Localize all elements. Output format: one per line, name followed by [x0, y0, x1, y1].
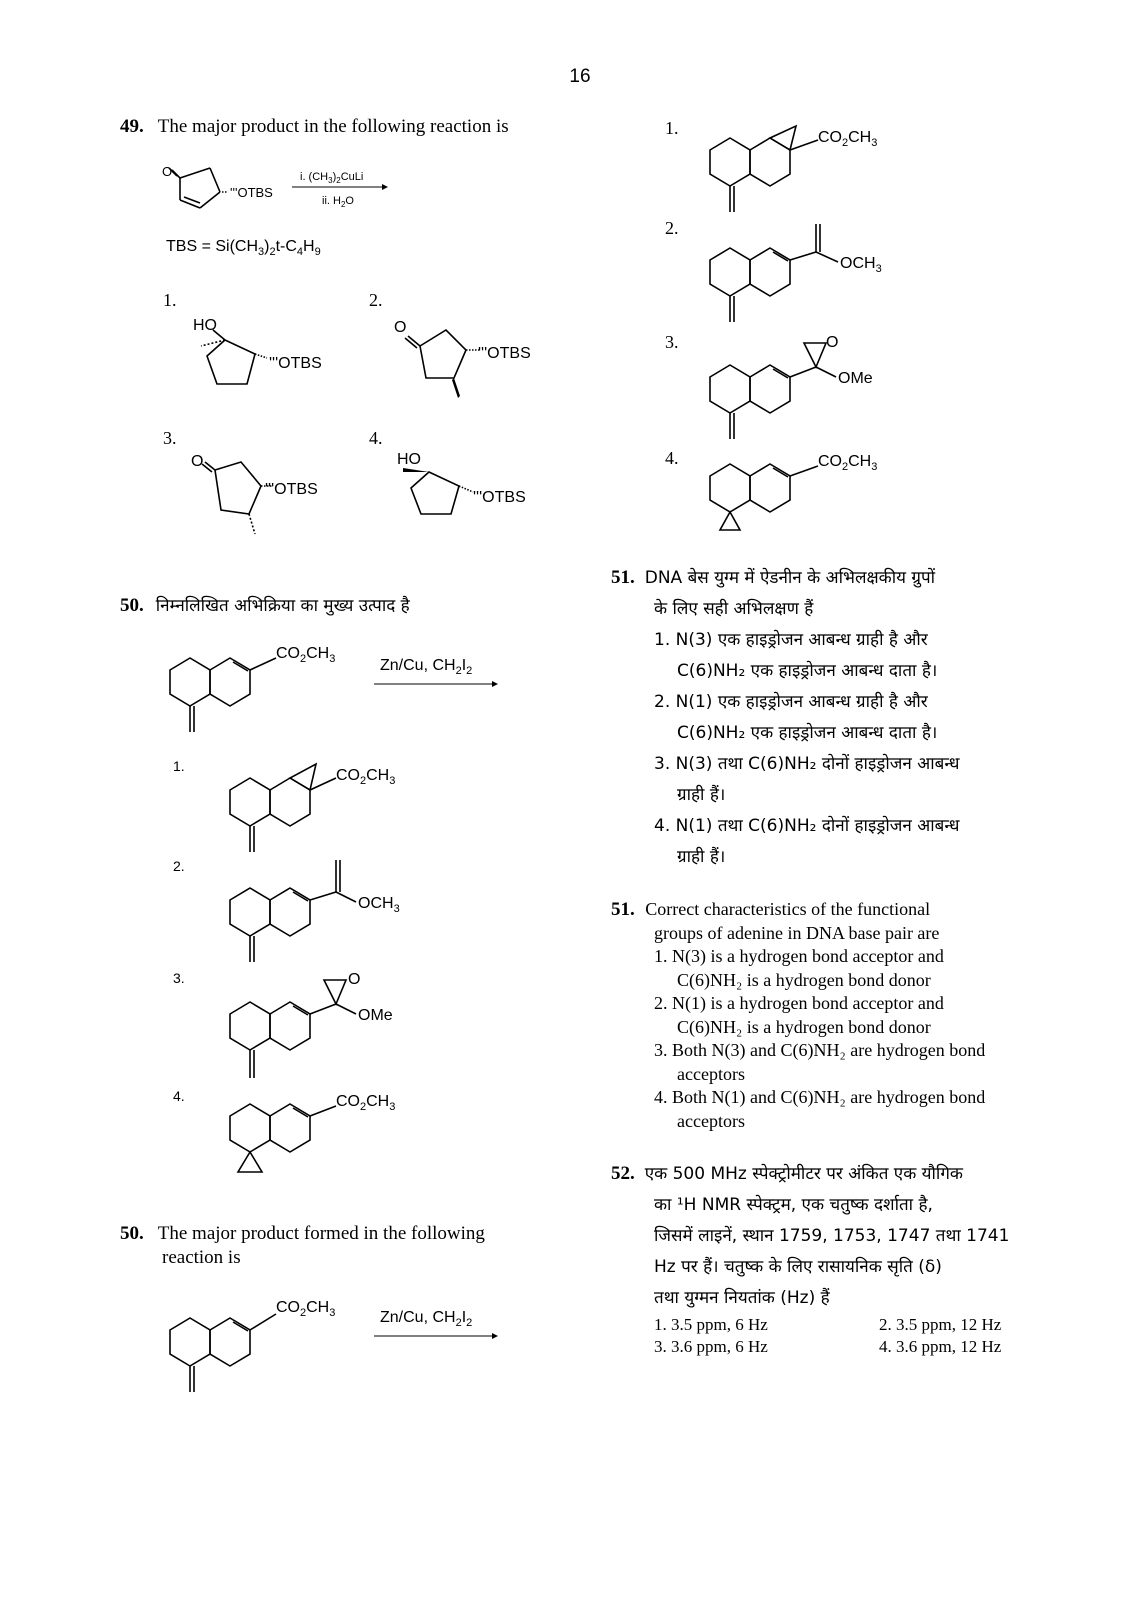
right-opt2-structure [700, 212, 910, 327]
svg-text:OCH3: $OCH_3$ [358, 895, 400, 915]
q49-opt1-label: 1. [163, 290, 177, 310]
q51-en-opt1-a: 1. N(3) is a hydrogen bond acceptor and [654, 946, 944, 966]
question-52-hindi: 52. एक 500 MHz स्पेक्ट्रोमीटर पर अंकित एक यौगिक का ¹H NMR स्पेक्ट्रम, एक चतुष्क दर्शाता है, जिसमें लाइनें, स्थान 1759, 1753, 1747 तथा 1741 Hz पर हैं। चतुष्क के लिए रासायनिक सृति (δ) तथा युग्मन नियतांक (Hz) हैं 1. 3.5 ppm, 6 Hz 2. 3.5 ppm, 12 Hz 3. 3.6 ppm, 6 Hz 4. 3.6 ppm, 12 Hz [611, 1158, 1051, 1358]
q52-opt1: 1. 3.5 ppm, 6 Hz [654, 1315, 768, 1334]
svg-text:O: O [191, 453, 204, 470]
q50-hi-opt4-structure [220, 1080, 430, 1180]
q52-opt3: 3. 3.6 ppm, 6 Hz [654, 1337, 768, 1356]
svg-text:O: O [826, 334, 839, 351]
q50-hi-opt1-label: 1. [173, 758, 185, 774]
question-number: 49. [120, 116, 144, 137]
q52-options [654, 1314, 1051, 1358]
q49-opt1-structure [185, 310, 345, 410]
q49-opt4-label: 4. [369, 428, 383, 448]
question-text: निम्नलिखित अभिक्रिया का मुख्य उत्पाद है [155, 596, 410, 616]
q51-en-opt2-a: 2. N(1) is a hydrogen bond acceptor and [654, 993, 944, 1013]
q51-en-opt3-a: 3. Both N(3) and C(6)NH₂ are hydrogen bond [654, 1040, 986, 1060]
otbs-label: '''OTBS [230, 185, 273, 200]
svg-text:O: O [394, 319, 407, 336]
q51-hi-opt2-b: C(6)NH₂ एक हाइड्रोजन आबन्ध दाता है। [677, 723, 938, 743]
question-51-english: 51. Correct characteristics of the functional groups of adenine in DNA base pair are 1. N(3) is a hydrogen bond acceptor and C(6)NH₂ is a hydrogen bond donor 2. N(1) is a hydrogen bond acceptor and C(6)NH₂ is a hydrogen bond donor 3. Both N(3) and C(6)NH₂ are hydrogen bond acceptors 4. Both N(1) and C(6)NH₂ are hydrogen bond acceptors [611, 898, 1051, 1133]
reagent-2: ii. $H_2O$ [322, 195, 354, 209]
right-opt1-label: 1. [665, 118, 679, 138]
right-opt2-label: 2. [665, 218, 679, 238]
q49-opt2-structure [390, 310, 560, 410]
q49-opt3-structure [185, 448, 355, 548]
right-opt1-structure [700, 112, 910, 222]
reagent: Zn/Cu, $CH_2I_2$ [380, 1309, 473, 1329]
question-50-english: 50. The major product formed in the following reaction is [120, 1223, 485, 1268]
svg-text:CO2CH3: $CO_2CH_3$ [336, 767, 396, 787]
reagent: Zn/Cu, $CH_2I_2$ [380, 657, 473, 677]
svg-text:'''OTBS: '''OTBS [473, 489, 526, 506]
q50-hi-opt1-structure [220, 752, 430, 857]
q51-en-opt2-b: C(6)NH₂ is a hydrogen bond donor [677, 1016, 931, 1037]
svg-text:CO2CH3: $CO_2CH_3$ [818, 453, 878, 473]
cyclopentenone-structure [169, 168, 228, 208]
q50-hi-opt3-structure [220, 962, 430, 1082]
right-opt3-label: 3. [665, 332, 679, 352]
svg-text:'''OTBS: '''OTBS [265, 481, 318, 498]
q50-en-reaction-scheme [160, 1290, 505, 1395]
svg-text:CO2CH3: $CO_2CH_3$ [276, 1299, 336, 1319]
svg-text:OCH3: $OCH_3$ [840, 255, 882, 275]
q51-hi-opt4-b: ग्राही हैं। [677, 847, 726, 867]
q49-opt2-label: 2. [369, 290, 383, 310]
q51-en-opt4-b: acceptors [677, 1110, 745, 1131]
q50-hi-opt2-label: 2. [173, 858, 185, 874]
page-number: 16 [569, 66, 591, 87]
q52-opt2: 2. 3.5 ppm, 12 Hz [879, 1315, 1002, 1334]
q50-hi-opt4-label: 4. [173, 1088, 185, 1104]
right-opt4-label: 4. [665, 448, 679, 468]
svg-text:'''OTBS: '''OTBS [269, 355, 322, 372]
ketone-o-label: O [162, 164, 173, 179]
svg-text:OMe: OMe [358, 1007, 393, 1024]
reagent-1: i. $(CH_3)_2CuLi$ [300, 171, 364, 185]
svg-text:CO2CH3: $CO_2CH_3$ [276, 645, 336, 665]
right-opt4-structure [700, 440, 910, 540]
svg-text:O: O [348, 971, 361, 988]
question-text: The major product in the following reaction is [157, 116, 509, 137]
q50-hi-opt2-structure [220, 852, 430, 967]
right-opt3-structure [700, 325, 910, 443]
question-51-hindi: 51. DNA बेस युग्म में ऐडनीन के अभिलक्षकीय ग्रुपों के लिए सही अभिलक्षण हैं 1. N(3) एक हाइड्रोजन आबन्ध ग्राही है और C(6)NH₂ एक हाइड्रोजन आबन्ध दाता है। 2. N(1) एक हाइड्रोजन आबन्ध ग्राही है और C(6)NH₂ एक हाइड्रोजन आबन्ध दाता है। 3. N(3) तथा C(6)NH₂ दोनों हाइड्रोजन आबन्ध ग्राही हैं। 4. N(1) तथा C(6)NH₂ दोनों हाइड्रोजन आबन्ध ग्राही हैं। [611, 562, 1051, 873]
q49-opt4-structure [395, 448, 555, 528]
q51-en-opt1-b: C(6)NH₂ is a hydrogen bond donor [677, 969, 931, 990]
q51-hi-opt3-b: ग्राही हैं। [677, 785, 726, 805]
svg-text:OMe: OMe [838, 370, 873, 387]
question-50-hindi: 50. निम्नलिखित अभिक्रिया का मुख्य उत्पाद है [120, 595, 410, 616]
svg-text:CO2CH3: $CO_2CH_3$ [336, 1093, 396, 1113]
svg-text:CO2CH3: $CO_2CH_3$ [818, 129, 878, 149]
svg-text:'''OTBS: '''OTBS [478, 345, 531, 362]
q51-hi-opt4-a: 4. N(1) तथा C(6)NH₂ दोनों हाइड्रोजन आबन्ध [654, 816, 960, 836]
q49-opt3-label: 3. [163, 428, 177, 448]
q51-hi-opt3-a: 3. N(3) तथा C(6)NH₂ दोनों हाइड्रोजन आबन्ध [654, 754, 960, 774]
q51-hi-opt2-a: 2. N(1) एक हाइड्रोजन आबन्ध ग्राही है और [654, 692, 928, 712]
q50-hi-reaction-scheme [160, 630, 505, 735]
q51-en-opt3-b: acceptors [677, 1063, 745, 1084]
q51-hi-opt1-b: C(6)NH₂ एक हाइड्रोजन आबन्ध दाता है। [677, 661, 938, 681]
svg-text:HO: HO [397, 451, 421, 468]
q49-reaction-scheme [150, 150, 410, 220]
svg-text:HO: HO [193, 317, 217, 334]
q52-opt4: 4. 3.6 ppm, 12 Hz [879, 1337, 1002, 1356]
tbs-definition: TBS = $Si(CH_3)_2t-C_4H_9$ [166, 238, 321, 259]
q50-hi-opt3-label: 3. [173, 970, 185, 986]
question-49 [120, 116, 509, 138]
q51-hi-opt1-a: 1. N(3) एक हाइड्रोजन आबन्ध ग्राही है और [654, 630, 928, 650]
q51-en-opt4-a: 4. Both N(1) and C(6)NH₂ are hydrogen bond [654, 1087, 986, 1107]
